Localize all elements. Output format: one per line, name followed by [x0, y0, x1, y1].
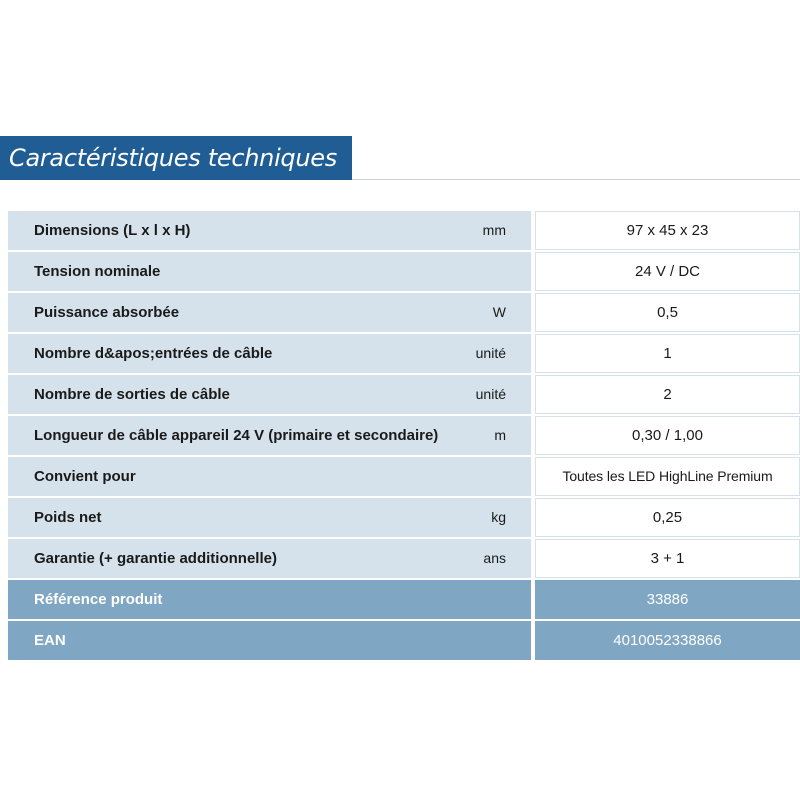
reference-label-cell [8, 580, 531, 619]
spec-unit: ans [483, 550, 506, 566]
spec-value: 24 V / DC [634, 263, 701, 280]
spec-label: Convient pour [34, 468, 136, 485]
spec-value: 0,25 [652, 509, 683, 526]
spec-label: Puissance absorbée [34, 304, 180, 321]
spec-label: Poids net [34, 509, 102, 526]
spec-label-cell [8, 334, 531, 373]
spec-table [8, 211, 800, 662]
spec-value-cell [535, 498, 800, 537]
spec-label: Garantie (+ garantie additionnelle) [34, 550, 277, 567]
ean-value: 4010052338866 [613, 632, 722, 649]
spec-unit: W [492, 304, 506, 320]
spec-label-cell [8, 293, 531, 332]
spec-value: 1 [663, 345, 672, 362]
ean-value-cell [535, 621, 800, 660]
spec-label-cell [8, 375, 531, 414]
reference-value-cell [535, 580, 800, 619]
spec-value-cell [535, 539, 800, 578]
spec-row-garantie [8, 539, 800, 578]
spec-value: 2 [663, 386, 672, 403]
spec-value-cell [535, 416, 800, 455]
spec-row-entrees [8, 334, 800, 373]
spec-label-cell [8, 498, 531, 537]
reference-value: 33886 [646, 591, 689, 608]
spec-label-cell [8, 457, 531, 496]
spec-label-cell [8, 252, 531, 291]
spec-row-tension [8, 252, 800, 291]
spec-row-puissance [8, 293, 800, 332]
spec-label: Nombre de sorties de câble [34, 386, 230, 403]
header-divider [352, 179, 800, 180]
reference-label: Référence produit [34, 591, 163, 608]
spec-value: 0,5 [657, 304, 678, 321]
spec-label: Longueur de câble appareil 24 V (primaire et secondaire) [34, 427, 439, 444]
spec-row-sorties [8, 375, 800, 414]
spec-row-convient [8, 457, 800, 496]
spec-value-cell [535, 375, 800, 414]
spec-label: Dimensions (L x l x H) [34, 222, 191, 239]
spec-label-cell [8, 416, 531, 455]
spec-unit: m [494, 427, 506, 443]
spec-value-cell [535, 252, 800, 291]
spec-value-cell [535, 457, 800, 496]
spec-unit: kg [491, 509, 506, 525]
spec-value-cell [535, 293, 800, 332]
section-title: Caractéristiques techniques [9, 144, 337, 172]
spec-value: Toutes les LED HighLine Premium [562, 468, 773, 484]
spec-row-dimensions [8, 211, 800, 250]
spec-label-cell [8, 539, 531, 578]
spec-unit: mm [482, 222, 506, 238]
spec-label-cell [8, 211, 531, 250]
spec-value: 97 x 45 x 23 [626, 222, 709, 239]
spec-label: Tension nominale [34, 263, 161, 280]
spec-row-reference [8, 580, 800, 619]
spec-value: 3 + 1 [650, 550, 685, 567]
spec-unit: unité [475, 386, 506, 402]
spec-value-cell [535, 334, 800, 373]
spec-unit: unité [475, 345, 506, 361]
spec-value-cell [535, 211, 800, 250]
spec-label: Nombre d&apos;entrées de câble [34, 345, 273, 362]
spec-row-ean [8, 621, 800, 660]
ean-label-cell [8, 621, 531, 660]
ean-label: EAN [34, 632, 66, 649]
spec-row-longueur [8, 416, 800, 455]
spec-row-poids [8, 498, 800, 537]
spec-value: 0,30 / 1,00 [632, 427, 703, 444]
